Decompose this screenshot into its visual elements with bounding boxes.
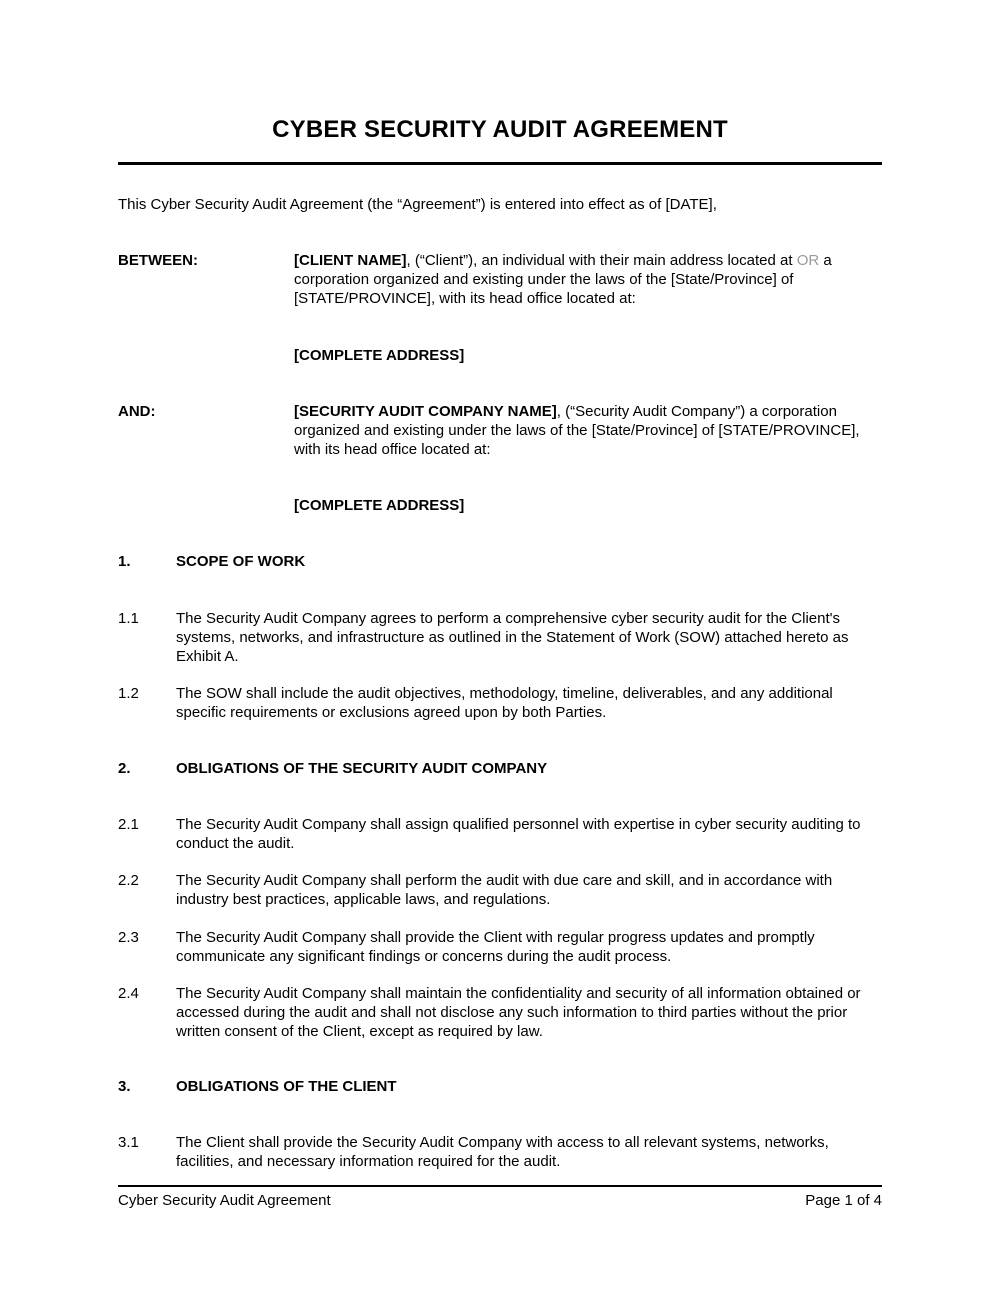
footer-page-number: Page 1 of 4 [805,1192,882,1209]
client-text-b: a corporation organized and existing under the laws of the [State/Province] of [STATE/PROVINCE], with its head office located at: [294,252,832,307]
document-title: CYBER SECURITY AUDIT AGREEMENT [272,116,728,143]
client-party-paragraph [294,251,884,308]
clause-number: 1.2 [118,685,139,702]
section-heading: SCOPE OF WORK [176,553,306,570]
title-divider [118,162,882,165]
and-label: AND: [118,403,156,420]
company-name: [SECURITY AUDIT COMPANY NAME] [294,403,557,420]
section-heading: OBLIGATIONS OF THE SECURITY AUDIT COMPANY [176,760,548,777]
client-text-a: , (“Client”), an individual with their main address located at [406,252,797,269]
company-address: [COMPLETE ADDRESS] [294,497,465,514]
clause-text: The Security Audit Company shall assign qualified personnel with expertise in cyber security auditing to conduct the audit. [176,816,861,852]
section-heading: OBLIGATIONS OF THE CLIENT [176,1078,397,1095]
section-number: 3. [118,1078,131,1095]
between-label: BETWEEN: [118,252,198,269]
clause-number: 3.1 [118,1134,139,1151]
client-name: [CLIENT NAME] [294,252,407,269]
company-party-paragraph [294,402,884,459]
clause-text: The Security Audit Company agrees to perform a comprehensive cyber security audit for the Client's systems, networks, and infrastructure as outlined in the Statement of Work (SOW) attached hereto as Exhibit A. [176,610,849,665]
footer-divider [118,1185,882,1187]
client-address: [COMPLETE ADDRESS] [294,347,465,364]
clause-text: The Client shall provide the Security Audit Company with access to all relevant systems, networks, facilities, and necessary information required for the audit. [176,1134,829,1170]
section-number: 1. [118,553,131,570]
clause-number: 2.2 [118,872,139,889]
clause-number: 2.4 [118,985,139,1002]
client-or: OR [796,252,820,269]
clause-number: 2.1 [118,816,139,833]
clause-text: The Security Audit Company shall perform the audit with due care and skill, and in accordance with industry best practices, applicable laws, and regulations. [176,872,833,908]
intro-paragraph: This Cyber Security Audit Agreement (the “Agreement”) is entered into effect as of [DATE], [118,196,717,213]
clause-text: The Security Audit Company shall maintain the confidentiality and security of all information obtained or accessed during the audit and shall not disclose any such information to third parties without the prior written consent of the Client, except as required by law. [176,985,861,1040]
clause-number: 1.1 [118,610,139,627]
footer-document-name: Cyber Security Audit Agreement [118,1192,331,1209]
section-number: 2. [118,760,131,777]
clause-text: The Security Audit Company shall provide the Client with regular progress updates and promptly communicate any significant findings or concerns during the audit process. [176,929,815,965]
company-text: , (“Security Audit Company”) a corporation organized and existing under the laws of the [State/Province] of [STATE/PROVINCE], with its head office located at: [294,403,860,458]
clause-text: The SOW shall include the audit objectives, methodology, timeline, deliverables, and any additional specific requirements or exclusions agreed upon by both Parties. [176,685,833,721]
clause-number: 2.3 [118,929,139,946]
